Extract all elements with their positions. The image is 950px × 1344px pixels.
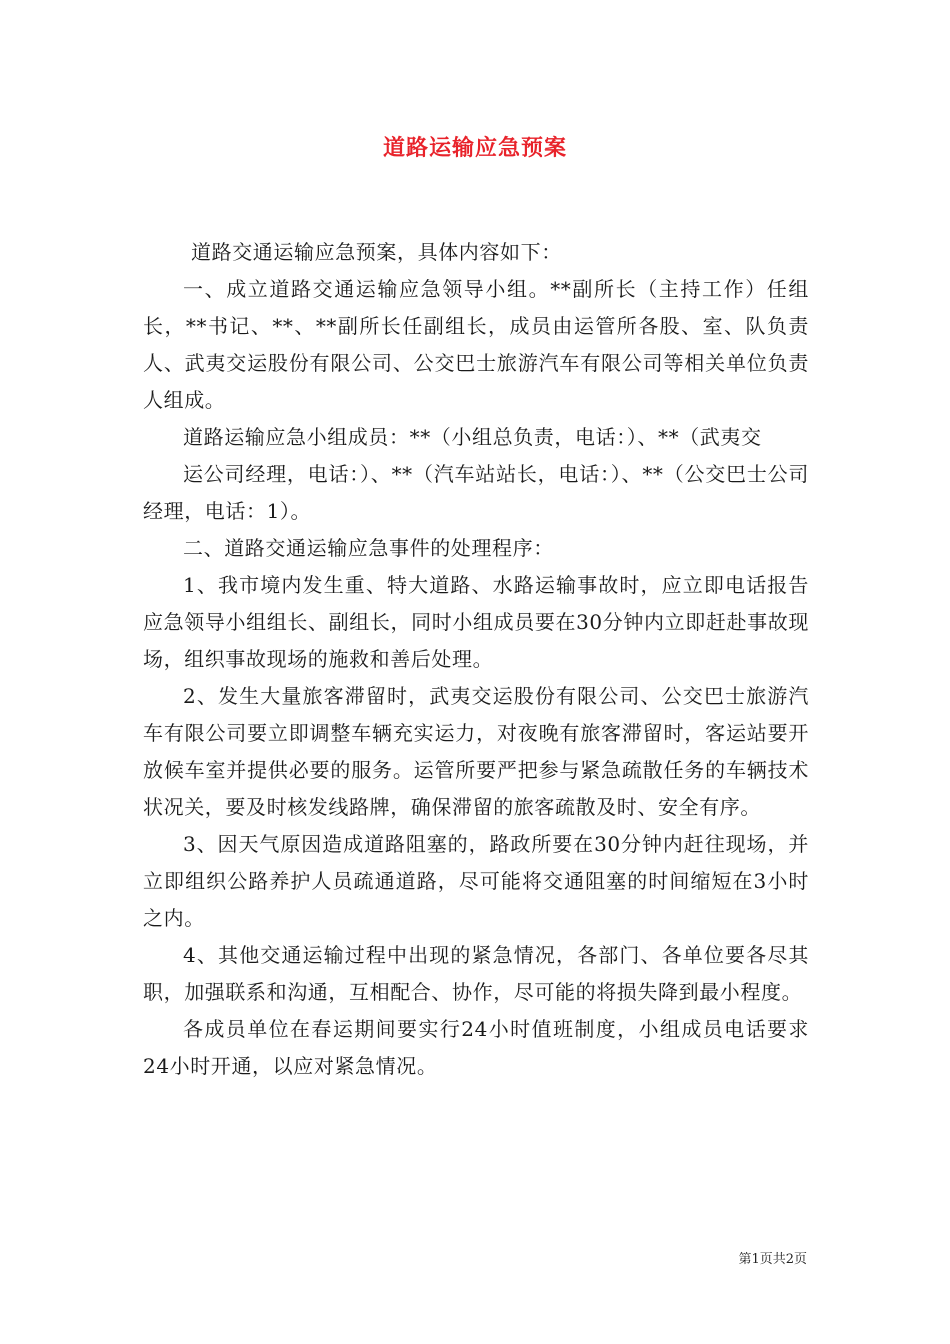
paragraph-members-part-1: 道路运输应急小组成员：**（小组总负责，电话：）、**（武夷交 xyxy=(183,425,762,449)
document-body xyxy=(143,234,809,1085)
paragraph-duty: 各成员单位在春运期间要实行24小时值班制度，小组成员电话要求24小时开通，以应对紧急情况。 xyxy=(143,1017,809,1078)
paragraph-item-2: 2、发生大量旅客滞留时，武夷交运股份有限公司、公交巴士旅游汽车有限公司要立即调整车辆充实运力，对夜晚有旅客滞留时，客运站要开放候车室并提供必要的服务。运管所要严把参与紧急疏散任务的车辆技术状况关，要及时核发线路牌，确保滞留的旅客疏散及时、安全有序。 xyxy=(143,684,809,819)
paragraph-intro: 道路交通运输应急预案，具体内容如下： xyxy=(191,240,562,264)
page-number: 第1页共2页 xyxy=(738,1252,807,1267)
paragraph-section-2-heading: 二、道路交通运输应急事件的处理程序： xyxy=(183,536,554,560)
paragraph-item-1: 1、我市境内发生重、特大道路、水路运输事故时，应立即电话报告应急领导小组组长、副组长，同时小组成员要在30分钟内立即赶赴事故现场，组织事故现场的施救和善后处理。 xyxy=(143,573,809,671)
paragraph-item-4: 4、其他交通运输过程中出现的紧急情况，各部门、各单位要各尽其职，加强联系和沟通，互相配合、协作，尽可能的将损失降到最小程度。 xyxy=(143,943,809,1004)
paragraph-section-1: 一、成立道路交通运输应急领导小组。**副所长（主持工作）任组长，**书记、**、**副所长任副组长，成员由运管所各股、室、队负责人、武夷交运股份有限公司、公交巴士旅游汽车有限公司等相关单位负责人组成。 xyxy=(143,277,809,412)
paragraph-item-3: 3、因天气原因造成道路阻塞的，路政所要在30分钟内赶往现场，并立即组织公路养护人员疏通道路，尽可能将交通阻塞的时间缩短在3小时之内。 xyxy=(143,832,809,930)
paragraph-members-part-2: 运公司经理，电话：）、**（汽车站站长，电话：）、**（公交巴士公司经理，电话：1）。 xyxy=(143,462,809,523)
document-title: 道路运输应急预案 xyxy=(382,135,567,161)
